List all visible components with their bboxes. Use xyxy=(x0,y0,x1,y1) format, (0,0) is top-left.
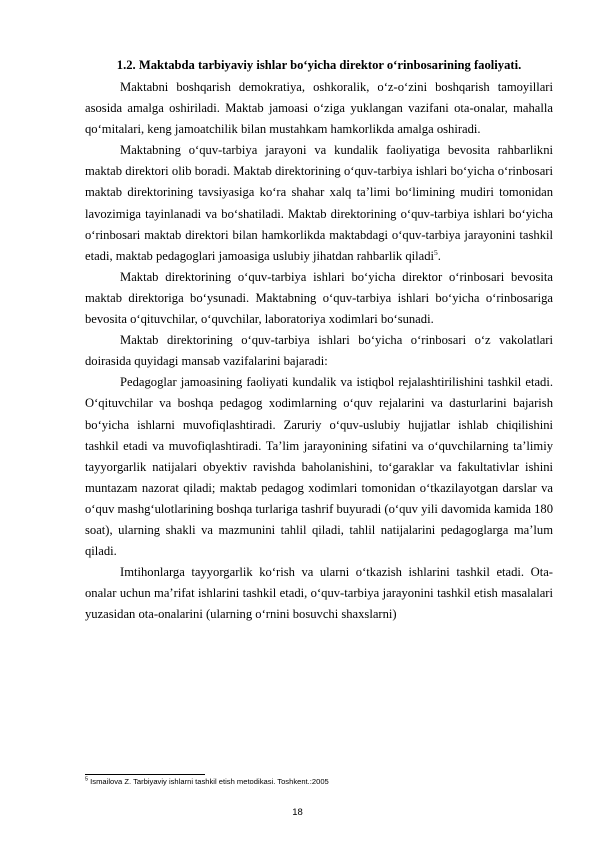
section-heading: 1.2. Maktabda tarbiyaviy ishlar bo‘yicha direktor o‘rinbosarining faoliyati. xyxy=(116,58,522,72)
footnote xyxy=(85,777,555,787)
paragraph-2 xyxy=(85,140,553,267)
page-number: 18 xyxy=(292,807,303,818)
footnote-reference[interactable]: 5 xyxy=(434,247,438,257)
paragraph-2-end: . xyxy=(437,248,441,263)
paragraph-5: Pedagoglar jamoasining faoliyati kundalik va istiqbol rejalashtirilishini tashkil etadi. O‘qituvchilar va boshqa pedagog xodimlarning o‘quv rejalarini va dasturlarini bajarish bo‘yicha ishlarni muvofiqlashtiradi. Zaruriy o‘quv-uslubiy hujjatlar ishlab chiqilishini tashkil etadi va muvofiqlashtiradi. Ta’lim jarayonining sifatini va o‘quvchilarning ta’limiy tayyorgarlik natijalari obyektiv ravishda baholanishini, to‘garaklar va fakultativlar ishini muntazam nazorat qiladi; maktab pedagog xodimlari tomonidan o‘tkazilayotgan darslar va o‘quv mashg‘ulotlarining boshqa turlariga tashrif buyuradi (o‘quv yili davomida kamida 180 soat), ularning shakli va mazmunini tahlil qiladi, tahlil natijalarini pedagoglarga ma’lum qiladi. xyxy=(85,375,553,559)
paragraph-1: Maktabni boshqarish demokratiya, oshkoralik, o‘z-o‘zini boshqarish tamoyillari asosida amalga oshiriladi. Maktab jamoasi o‘ziga yuklangan vazifani ota-onalar, mahalla qo‘mitalari, keng jamoatchilik bilan mustahkam hamkorlikda amalga oshiradi. xyxy=(85,80,553,137)
paragraph-3: Maktab direktorining o‘quv-tarbiya ishlari bo‘yicha direktor o‘rinbosari bevosita maktab direktoriga bo‘ysunadi. Maktabning o‘quv-tarbiya ishlari bo‘yicha o‘rinbosariga bevosita o‘qituvchilar, o‘quvchilar, laboratoriya xodimlari bo‘sunadi. xyxy=(85,269,553,327)
footnote-divider xyxy=(85,774,205,775)
footnote-marker: 5 xyxy=(85,776,89,783)
paragraph-2-text: Maktabning o‘quv-tarbiya jarayoni va kundalik faoliyatiga bevosita rahbarlikni maktab direktori olib boradi. Maktab direktorining o‘quv-tarbiya ishlari bo‘yicha o‘rinbosari maktab direktorining tavsiyasiga ko‘ra shahar xalq ta’limi bo‘limining mudiri tomonidan lavozimiga tayinlanadi va bo‘shatiladi. Maktab direktorining o‘quv-tarbiya ishlari bo‘yicha o‘rinbosari maktab direktori bilan hamkorlikda maktabdagi o‘quv-tarbiya jarayonini tashkil etadi, maktab pedagoglari jamoasiga uslubiy jihatdan rahbarlik qiladi xyxy=(85,143,553,263)
paragraph-4: Maktab direktorining o‘quv-tarbiya ishlari bo‘yicha o‘rinbosari o‘z vakolatlari doirasida quyidagi mansab vazifalarini bajaradi: xyxy=(85,333,553,369)
footnote-text: Ismailova Z. Tarbiyaviy ishlarni tashkil etish metodikasi. Toshkent.:2005 xyxy=(88,777,329,786)
paragraph-6: Imtihonlarga tayyorgarlik ko‘rish va ularni o‘tkazish ishlarini tashkil etadi. Ota-onalar uchun ma’rifat ishlarini tashkil etadi, o‘quv-tarbiya jarayonini tashkil etish masalalari yuzasidan ota-onalarini (ularning o‘rnini bosuvchi shaxslarni) xyxy=(85,565,553,622)
body-text xyxy=(85,77,553,625)
